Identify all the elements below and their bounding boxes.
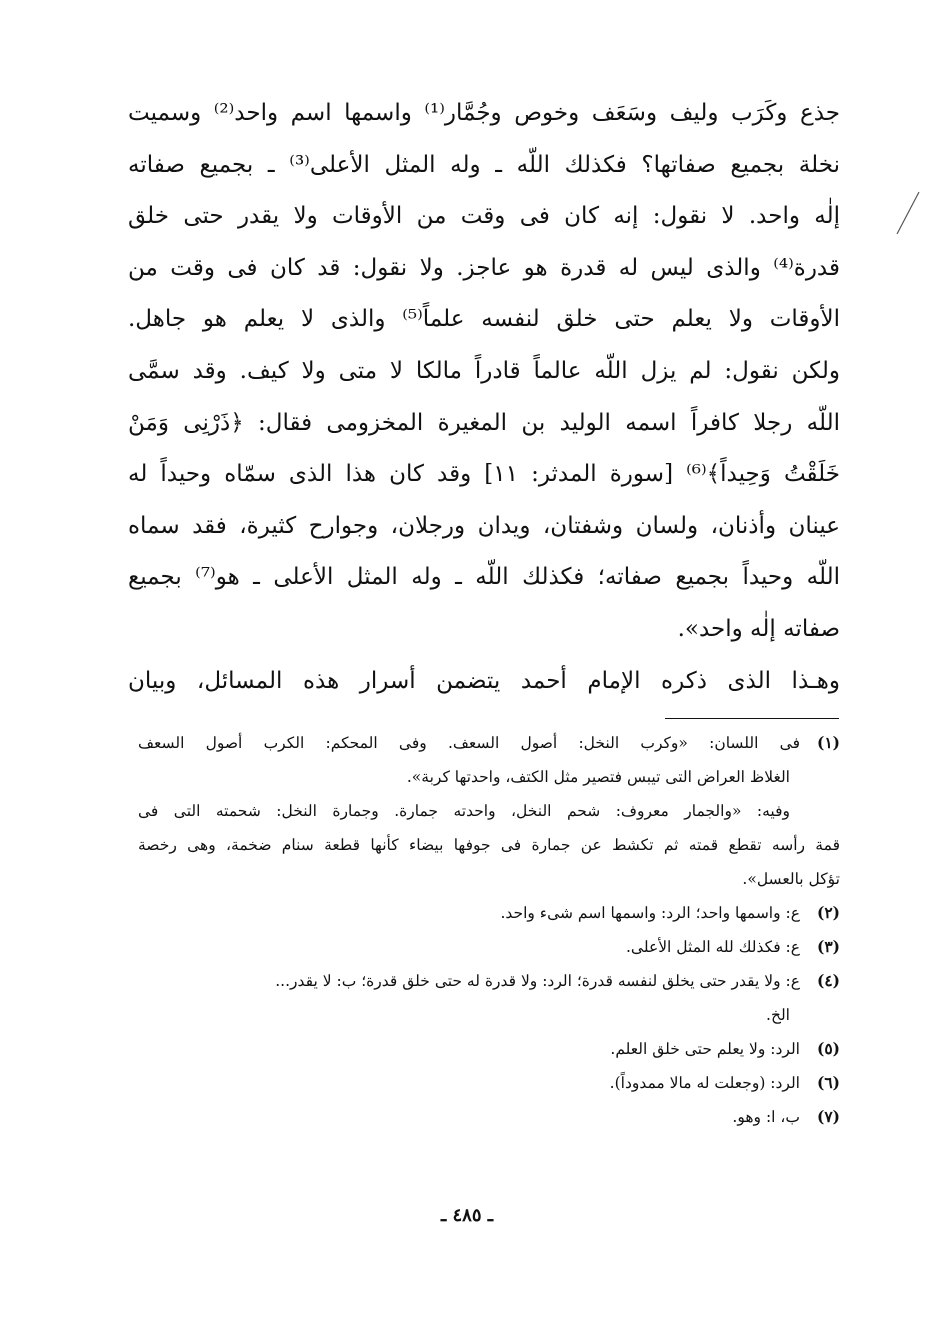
footnote-line: [138, 930, 840, 964]
footnote-number: (٦): [816, 1073, 840, 1092]
footnote-number: (٢): [816, 903, 840, 922]
text-line: اللّه رجلا كافراً اسمه الوليد بن المغيرة المخزومى فقال: ﴿ذَرْنِى وَمَنْ: [128, 409, 840, 436]
footnote-line: الغلاظ العراض التى تيبس فتصير مثل الكتف، واحدتها كربة».: [406, 768, 790, 786]
footnote-line: [138, 896, 840, 930]
footnote-text: فى اللسان: «وكرب النخل: أصول السعف. وفى المحكم: الكرب أصول السعف: [138, 734, 800, 752]
text-line: جذع وكَرَب وليف وسَعَف وخوص وجُمَّار⁽¹⁾ واسمها اسم واحد⁽²⁾ وسميت: [128, 100, 840, 126]
margin-pencil-mark: [893, 188, 923, 238]
text-line: عينان وأذنان، ولسان وشفتان، ويدان ورجلان، وجوارح كثيرة، فقد سماه: [128, 512, 840, 539]
text-line: إلٰه واحد. لا نقول: إنه كان فى وقت من الأوقات ولا يقدر حتى خلق: [128, 203, 840, 230]
footnote-line: [138, 1032, 840, 1066]
footnote-number: (١): [816, 733, 840, 752]
footnote: [138, 896, 840, 930]
text-line: اللّه وحيداً بجميع صفاته؛ فكذلك اللّه ـ وله المثل الأعلى ـ هو⁽⁷⁾ بجميع: [128, 564, 840, 591]
footnote-number: (٤): [816, 971, 840, 990]
footnote-separator: [665, 718, 839, 719]
text-line: ولكن نقول: لم يزل اللّه عالماً قادراً مالكا لا متى ولا كيف. وقد سمَّى: [128, 357, 840, 384]
footnote: [138, 964, 840, 1032]
page-number: ـ ٤٨٥ ـ: [440, 1205, 494, 1226]
footnote: [138, 1066, 840, 1100]
footnotes: [138, 726, 840, 1134]
footnote-line: تؤكل بالعسل».: [742, 870, 840, 888]
footnote-text: ب، ا: وهو.: [732, 1108, 800, 1126]
footnote-line: وفيه: «والجمار معروف: شحم النخل، واحدته جمارة. وجمارة النخل: شحمته التى فى: [138, 802, 790, 820]
footnote-text: ع: فكذلك لله المثل الأعلى.: [625, 938, 800, 956]
footnote-line: [138, 1066, 840, 1100]
footnote-number: (٥): [816, 1039, 840, 1058]
footnote-text: الرد: (وجعلت له مالا ممدوداً).: [609, 1074, 800, 1092]
text-line: صفاته إلٰه واحد».: [677, 615, 840, 642]
text-line: قدرة⁽⁴⁾ والذى ليس له قدرة هو عاجز. ولا نقول: قد كان فى وقت من: [128, 254, 840, 281]
footnote: [138, 726, 840, 794]
footnote-line: قمة رأسه تقطع قمته ثم تكشط عن جمارة فى جوفها بيضاء كأنها قطعة سنام ضخمة، وهى رخصة: [138, 836, 840, 854]
footnote: [138, 930, 840, 964]
footnote-continuation: [138, 794, 840, 896]
footnote-line: الخ.: [766, 1006, 790, 1024]
footnote: [138, 1032, 840, 1066]
footnote-number: (٣): [816, 937, 840, 956]
footnote-line: [138, 1100, 840, 1134]
footnote-text: الرد: ولا يعلم حتى خلق العلم.: [610, 1040, 800, 1058]
text-line: خَلَقْتُ وَحِيداً﴾⁽⁶⁾ [سورة المدثر: ١١] وقد كان هذا الذى سمّاه وحيداً له: [128, 461, 840, 488]
footnote: [138, 1100, 840, 1134]
footnote-line: [138, 964, 840, 998]
text-line: نخلة بجميع صفاتها؟ فكذلك اللّه ـ وله المثل الأعلى⁽³⁾ ـ بجميع صفاته: [128, 151, 840, 178]
footnote-line: [138, 726, 840, 760]
main-text: [128, 88, 840, 707]
text-line: وهـذا الذى ذكره الإمام أحمد يتضمن أسرار هذه المسائل، وبيان: [128, 667, 840, 694]
footnote-text: ع: ولا يقدر حتى يخلق لنفسه قدرة؛ الرد: ولا قدرة له حتى خلق قدرة؛ ب: لا يقدر...: [275, 972, 800, 990]
footnote-text: ع: واسمها واحد؛ الرد: واسمها اسم شىء واحد.: [500, 904, 800, 922]
footnote-number: (٧): [816, 1107, 840, 1126]
text-line: الأوقات ولا يعلم حتى خلق لنفسه علماً⁽⁵⁾ والذى لا يعلم هو جاهل.: [128, 306, 840, 333]
